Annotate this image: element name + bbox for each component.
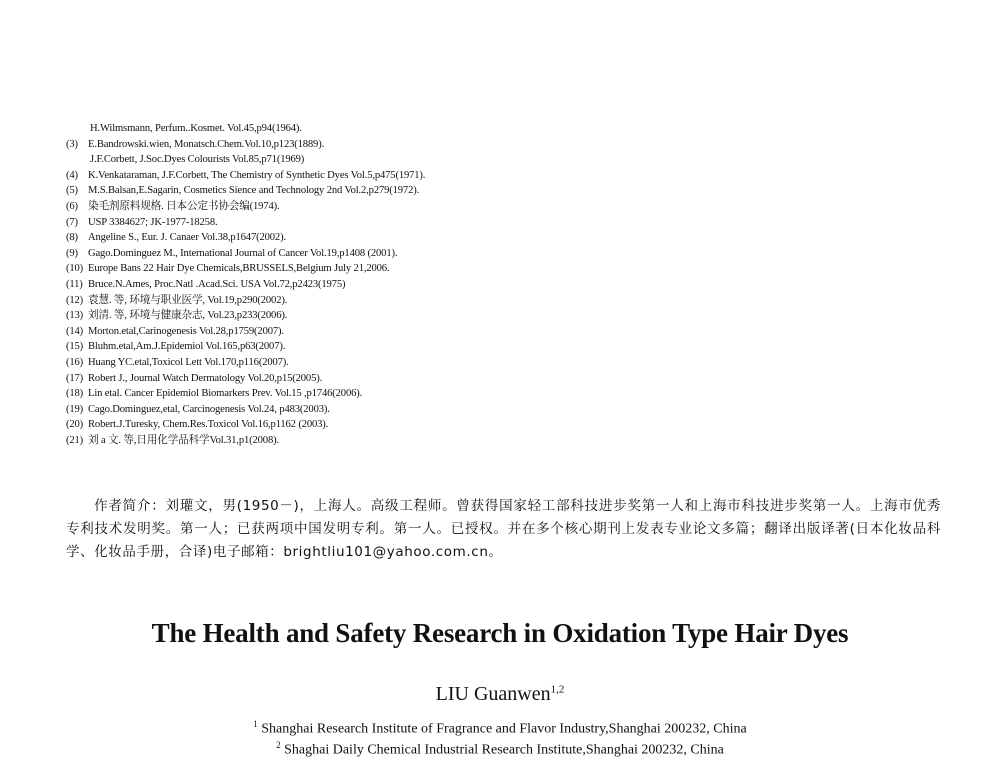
reference-item xyxy=(66,215,425,231)
reference-number: (11) xyxy=(66,278,83,290)
reference-text: J.F.Corbett, J.Soc.Dyes Colourists Vol.85,p71(1969) xyxy=(90,154,305,166)
reference-item xyxy=(66,402,425,418)
reference-number: (18) xyxy=(66,388,84,400)
reference-text: Lin etal. Cancer Epidemiol Biomarkers Prev. Vol.15 ,p1746(2006). xyxy=(88,388,363,400)
affiliation-2-mark: 2 xyxy=(276,740,281,750)
reference-number: (17) xyxy=(66,372,84,384)
reference-item xyxy=(66,183,425,199)
affiliation-1-text: Shanghai Research Institute of Fragrance and Flavor Industry,Shanghai 200232, China xyxy=(257,721,747,737)
reference-text: Bruce.N.Ames, Proc.Natl .Acad.Sci. USA Vol.72,p2423(1975) xyxy=(88,278,346,290)
author-bio-text: 作者简介：刘瓘文，男(1950－)，上海人。高级工程师。曾获得国家轻工部科技进步奖第一人和上海市科技进步奖第一人。上海市优秀专利技术发明奖。第一人；已获两项中国发明专利。第一人。已授权。并在多个核心期刊上发表专业论文多篇；翻译出版译著(日本化妆品科学、化妆品手册，合译)电子邮箱：brightliu101@yahoo.com.cn。 xyxy=(66,498,941,560)
affiliation-2 xyxy=(0,740,1000,759)
reference-item xyxy=(66,277,425,293)
reference-item xyxy=(66,339,425,355)
author-bio xyxy=(66,495,941,564)
reference-number: (14) xyxy=(66,325,84,337)
reference-text: Angeline S., Eur. J. Canaer Vol.38,p1647(2002). xyxy=(88,232,286,244)
author-affiliation-marks: 1,2 xyxy=(550,683,565,696)
reference-text: K.Venkataraman, J.F.Corbett, The Chemistry of Synthetic Dyes Vol.5,p475(1971). xyxy=(88,169,426,181)
reference-number: (20) xyxy=(66,419,84,431)
reference-text: Europe Bans 22 Hair Dye Chemicals,BRUSSELS,Belgium July 21,2006. xyxy=(88,263,390,275)
reference-item xyxy=(66,168,425,184)
reference-item xyxy=(66,121,425,137)
reference-text: Robert J., Journal Watch Dermatology Vol.20,p15(2005). xyxy=(88,372,323,384)
reference-number: (4) xyxy=(66,169,78,181)
reference-text: Huang YC.etal,Toxicol Lett Vol.170,p116(2007). xyxy=(88,356,289,368)
author-name xyxy=(0,683,1000,706)
reference-text: Gago.Dominguez M., International Journal of Cancer Vol.19,p1408 (2001). xyxy=(88,247,398,259)
reference-number: (6) xyxy=(66,200,78,212)
reference-text: H.Wilmsmann, Perfum..Kosmet. Vol.45,p94(1964). xyxy=(90,123,302,134)
reference-number: (15) xyxy=(66,341,84,353)
reference-text: 染毛剂原料规格. 日本公定书协会编(1974). xyxy=(88,200,280,212)
reference-item xyxy=(66,230,425,246)
paper-title: The Health and Safety Research in Oxidation Type Hair Dyes xyxy=(151,618,849,648)
reference-text: 刘清. 等, 环境与健康杂志, Vol.23,p233(2006). xyxy=(88,310,288,322)
reference-item xyxy=(66,293,425,309)
reference-list xyxy=(66,121,425,448)
reference-number: (8) xyxy=(66,232,78,244)
reference-number: (3) xyxy=(66,138,78,150)
author-name-text: LIU Guanwen xyxy=(435,683,551,705)
reference-text: Cago.Dominguez,etal, Carcinogenesis Vol.24, p483(2003). xyxy=(88,403,330,415)
reference-item xyxy=(66,261,425,277)
reference-text: Morton.etal,Carinogenesis Vol.28,p1759(2007). xyxy=(88,325,284,337)
affiliation-1 xyxy=(0,719,1000,738)
reference-number: (9) xyxy=(66,247,78,259)
reference-text: 袁慧. 等, 环境与职业医学, Vol.19,p290(2002). xyxy=(88,294,288,306)
reference-number: (5) xyxy=(66,185,78,197)
reference-number: (16) xyxy=(66,356,84,368)
reference-text: Robert.J.Turesky, Chem.Res.Toxicol Vol.16,p1162 (2003). xyxy=(88,419,329,431)
reference-number: (10) xyxy=(66,263,84,275)
reference-text: USP 3384627; JK-1977-18258. xyxy=(88,216,218,228)
reference-text: M.S.Balsan,E.Sagarin, Cosmetics Sience and Technology 2nd Vol.2,p279(1972). xyxy=(88,185,420,197)
reference-item xyxy=(66,137,425,153)
reference-item xyxy=(66,308,425,324)
reference-item xyxy=(66,199,425,215)
reference-number: (19) xyxy=(66,403,84,415)
reference-item xyxy=(66,355,425,371)
reference-text: 刘 a 文. 等,日用化学品科学Vol.31,p1(2008). xyxy=(88,434,279,446)
reference-text: E.Bandrowski.wien, Monatsch.Chem.Vol.10,p123(1889). xyxy=(88,138,325,150)
reference-number: (12) xyxy=(66,294,84,306)
reference-number: (7) xyxy=(66,216,78,228)
reference-item xyxy=(66,152,425,168)
reference-item xyxy=(66,246,425,262)
reference-item xyxy=(66,386,425,402)
reference-number: (13) xyxy=(66,310,84,322)
reference-item xyxy=(66,324,425,340)
affiliation-1-mark: 1 xyxy=(253,719,258,729)
reference-number: (21) xyxy=(66,434,84,446)
affiliation-2-text: Shaghai Daily Chemical Industrial Research Institute,Shanghai 200232, China xyxy=(280,742,724,758)
reference-text: Bluhm.etal,Am.J.Epidemiol Vol.165,p63(2007). xyxy=(88,341,286,353)
reference-item xyxy=(66,371,425,387)
reference-item xyxy=(66,417,425,433)
reference-item xyxy=(66,433,425,449)
